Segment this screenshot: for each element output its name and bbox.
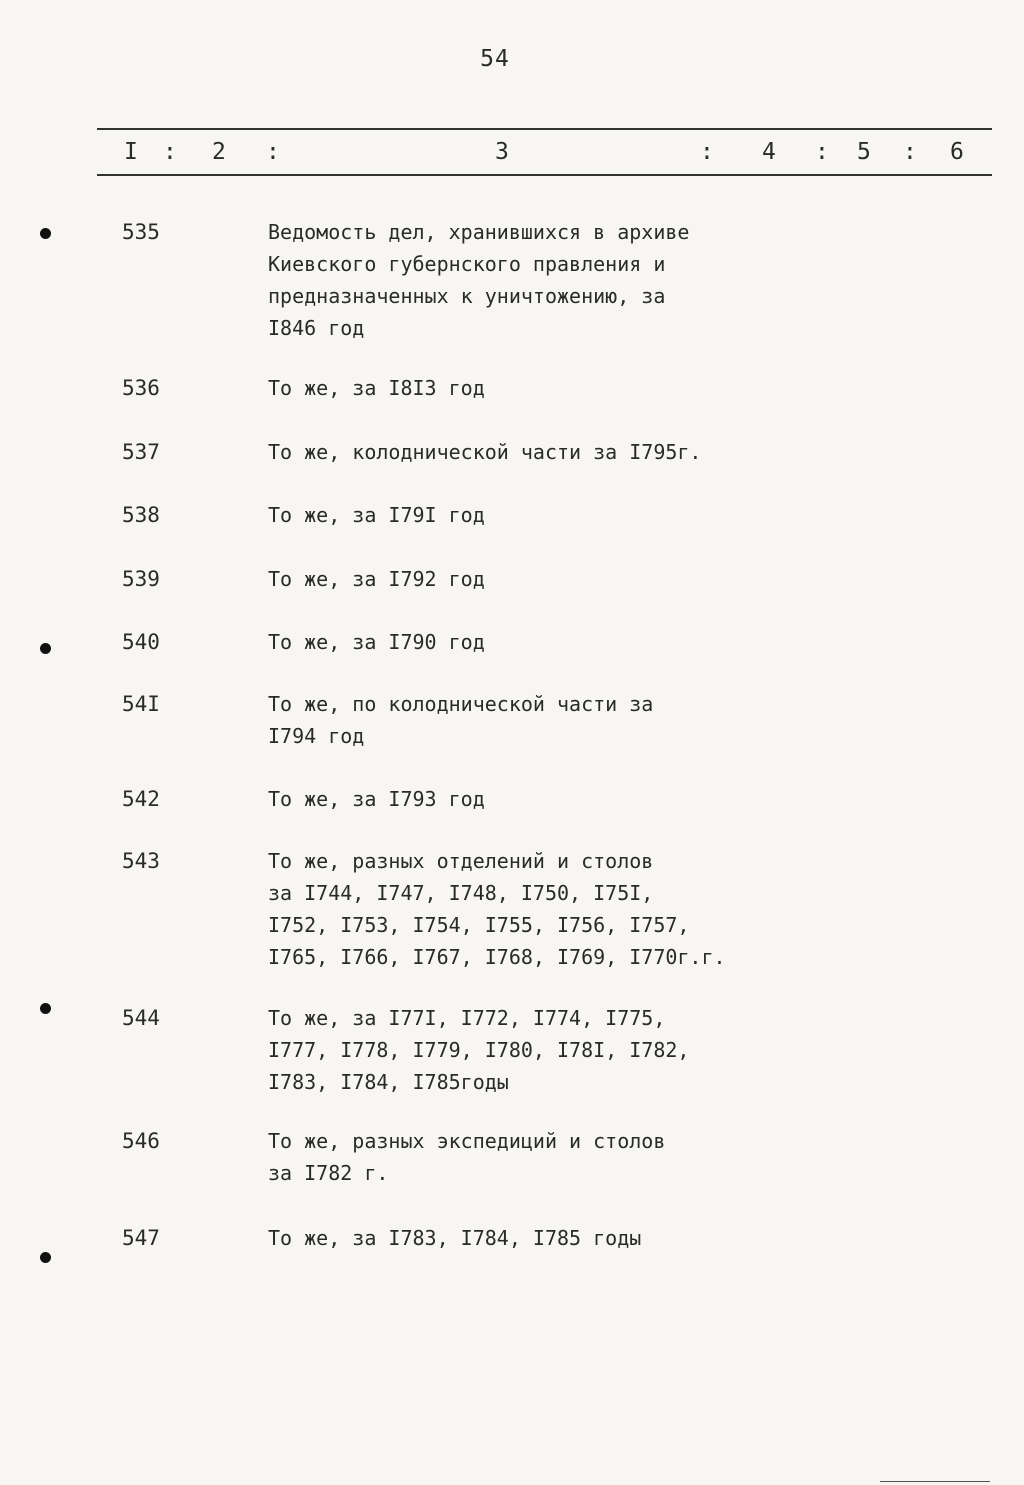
row-number: 535 bbox=[122, 220, 160, 244]
row-number: 539 bbox=[122, 567, 160, 591]
row-number: 546 bbox=[122, 1129, 160, 1153]
row-description: То же, за I792 год bbox=[268, 567, 485, 591]
column-separator: : bbox=[903, 139, 917, 165]
row-number: 540 bbox=[122, 630, 160, 654]
row-description: То же, разных экспедиций и столов за I782 г. bbox=[268, 1129, 666, 1185]
row-number: 537 bbox=[122, 440, 160, 464]
row-description: То же, за I79I год bbox=[268, 503, 485, 527]
row-description: То же, по колоднической части за I794 год bbox=[268, 692, 654, 748]
header-rule-top bbox=[97, 128, 992, 130]
column-header-1: I bbox=[124, 139, 138, 165]
row-description: То же, за I790 год bbox=[268, 630, 485, 654]
punch-hole bbox=[40, 228, 51, 239]
row-description: То же, за I793 год bbox=[268, 787, 485, 811]
column-separator: : bbox=[700, 139, 714, 165]
row-number: 544 bbox=[122, 1006, 160, 1030]
row-number: 547 bbox=[122, 1226, 160, 1250]
page-number: 54 bbox=[480, 46, 510, 72]
punch-hole bbox=[40, 643, 51, 654]
row-number: 54I bbox=[122, 692, 160, 716]
row-number: 542 bbox=[122, 787, 160, 811]
column-header-3: 3 bbox=[495, 139, 509, 165]
column-header-6: 6 bbox=[950, 139, 964, 165]
row-description: То же, за I783, I784, I785 годы bbox=[268, 1226, 642, 1250]
punch-hole bbox=[40, 1003, 51, 1014]
column-header-5: 5 bbox=[857, 139, 871, 165]
row-description: Ведомость дел, хранившихся в архиве Киевского губернского правления и предназначенных к уничтожению, за I846 год bbox=[268, 220, 690, 340]
row-description: То же, за I77I, I772, I774, I775, I777, I778, I779, I780, I78I, I782, I783, I784, I785годы bbox=[268, 1006, 690, 1094]
row-description: То же, разных отделений и столов за I744, I747, I748, I750, I75I, I752, I753, I754, I755, I756, I757, I765, I766, I767, I768, I769, I770г.г. bbox=[268, 849, 726, 969]
punch-hole bbox=[40, 1252, 51, 1263]
column-header-2: 2 bbox=[212, 139, 226, 165]
header-rule-bottom bbox=[97, 174, 992, 176]
row-number: 543 bbox=[122, 849, 160, 873]
column-header-4: 4 bbox=[762, 139, 776, 165]
row-number: 536 bbox=[122, 376, 160, 400]
row-number: 538 bbox=[122, 503, 160, 527]
column-separator: : bbox=[163, 139, 177, 165]
bottom-edge-line bbox=[880, 1481, 990, 1482]
column-separator: : bbox=[266, 139, 280, 165]
column-separator: : bbox=[815, 139, 829, 165]
row-description: То же, колоднической части за I795г. bbox=[268, 440, 702, 464]
row-description: То же, за I8I3 год bbox=[268, 376, 485, 400]
